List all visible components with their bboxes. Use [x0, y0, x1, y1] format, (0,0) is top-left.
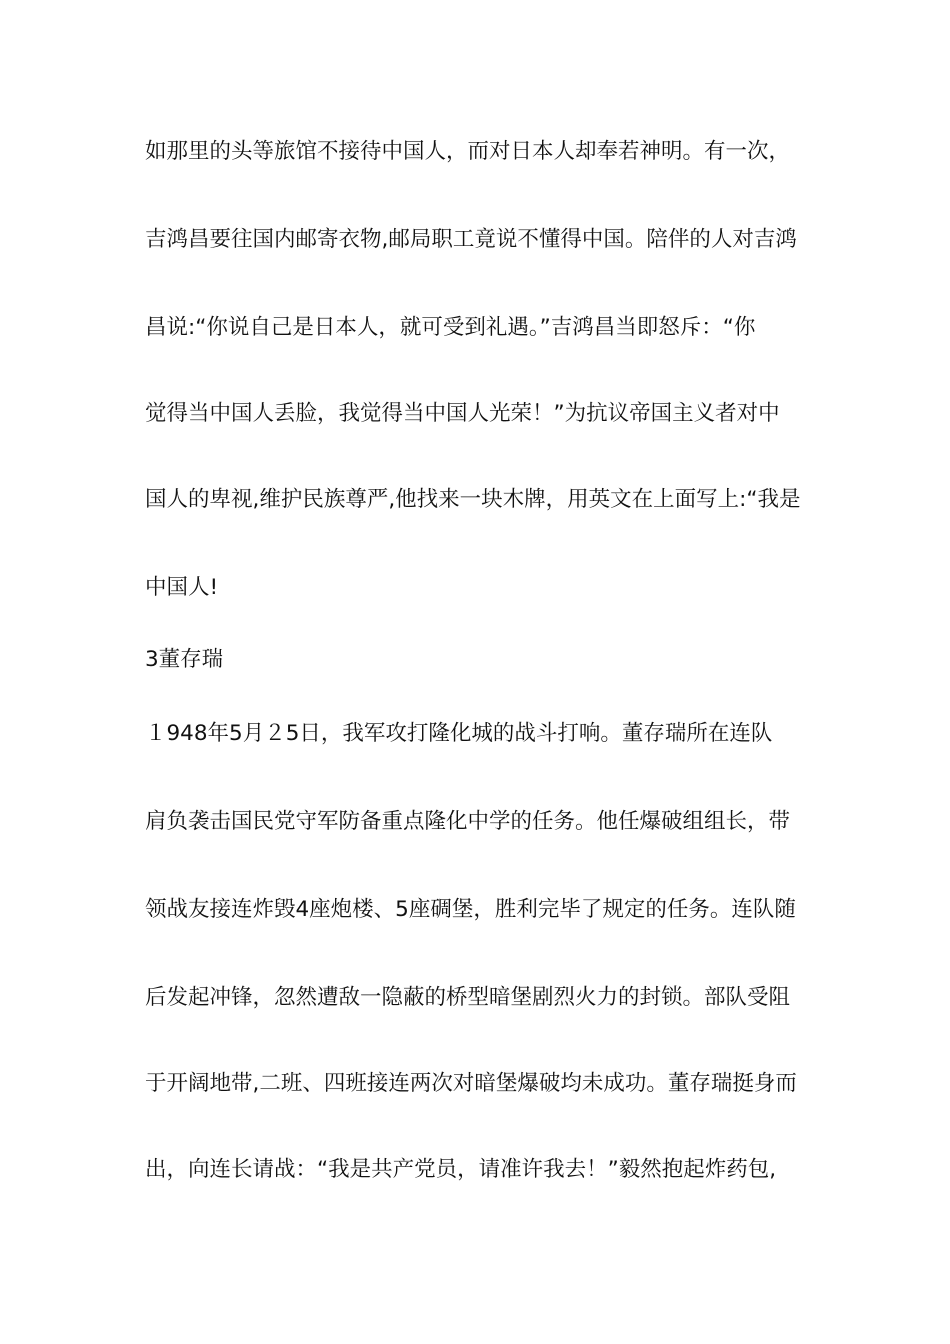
- section-heading: 3董存瑞: [145, 647, 224, 672]
- text-line: 出，向连长请战：“我是共产党员，请准许我去！”毅然抱起炸药包,: [145, 1157, 777, 1182]
- text-line: 于开阔地带,二班、四班接连两次对暗堡爆破均未成功。董存瑞挺身而: [145, 1071, 797, 1096]
- text-line: １948年5月２5日，我军攻打隆化城的战斗打响。董存瑞所在连队: [145, 721, 773, 746]
- text-line: 肩负袭击国民党守军防备重点隆化中学的任务。他任爆破组组长，带: [145, 809, 791, 834]
- text-line: 后发起冲锋，忽然遭敌一隐蔽的桥型暗堡剧烈火力的封锁。部队受阻: [145, 985, 791, 1010]
- text-line: 领战友接连炸毁4座炮楼、5座碉堡，胜利完毕了规定的任务。连队随: [145, 897, 796, 922]
- text-line: 觉得当中国人丢脸，我觉得当中国人光荣！”为抗议帝国主义者对中: [145, 401, 780, 426]
- text-line: 中国人!: [145, 575, 219, 600]
- text-line: 吉鸿昌要往国内邮寄衣物,邮局职工竟说不懂得中国。陪伴的人对吉鸿: [145, 227, 797, 252]
- text-line: 国人的卑视,维护民族尊严,他找来一块木牌，用英文在上面写上:“我是: [145, 487, 801, 512]
- text-line: 如那里的头等旅馆不接待中国人，而对日本人却奉若神明。有一次，: [145, 139, 791, 164]
- text-line: 昌说:“你说自己是日本人，就可受到礼遇。”吉鸿昌当即怒斥：“你: [145, 315, 756, 340]
